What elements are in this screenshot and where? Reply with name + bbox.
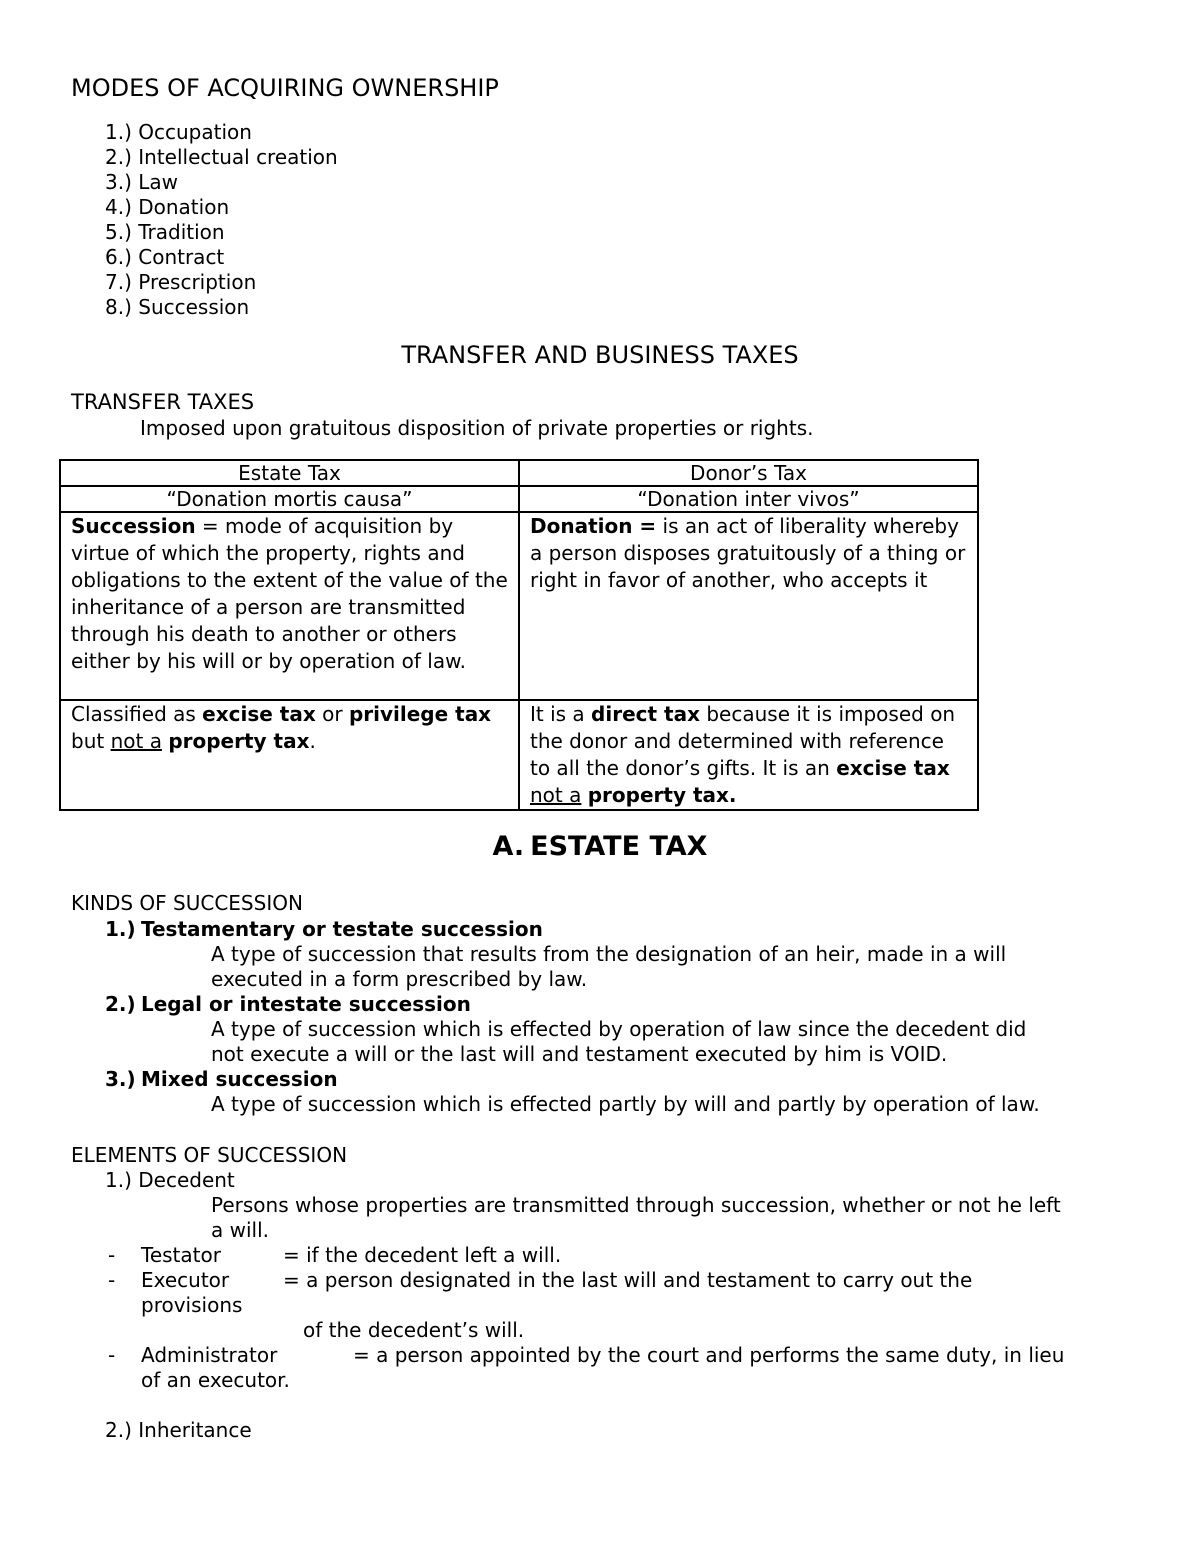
table-row (60, 460, 978, 486)
text-run: because it is imposed on the donor and determined with reference to all the donor’s gifts. It is an (530, 702, 956, 780)
bullet-dash: - (108, 1243, 116, 1267)
transfer-business-taxes-heading: TRANSFER AND BUSINESS TAXES (401, 341, 799, 369)
modes-item-5: 5.) Tradition (105, 220, 225, 244)
donors-tax-classification-cell (519, 700, 978, 810)
modes-heading: MODES OF ACQUIRING OWNERSHIP (71, 74, 499, 102)
kind-2-description-line-2: not execute a will or the last will and testament executed by him is VOID. (211, 1042, 948, 1066)
kind-1-title: Testamentary or testate succession (141, 917, 543, 941)
kind-1-description-line-2: executed in a form prescribed by law. (211, 967, 588, 991)
decedent-description-line-2: a will. (211, 1218, 269, 1242)
decedent-description-line-1: Persons whose properties are transmitted through succession, whether or not he left (211, 1193, 1061, 1217)
testator-definition: = if the decedent left a will. (283, 1243, 562, 1267)
donors-tax-header: Donor’s Tax (519, 460, 978, 486)
donation-term: Donation = (530, 514, 657, 538)
kind-3-title: Mixed succession (141, 1067, 338, 1091)
modes-item-7: 7.) Prescription (105, 270, 257, 294)
kind-2-description-line-1: A type of succession which is effected by operation of law since the decedent did (211, 1017, 1027, 1041)
donors-tax-subheader: “Donation inter vivos” (519, 486, 978, 512)
modes-item-8: 8.) Succession (105, 295, 250, 319)
kind-1-description-line-1: A type of succession that results from the designation of an heir, made in a will (211, 942, 1007, 966)
executor-definition-cont-1: provisions (141, 1293, 243, 1317)
administrator-definition: = a person appointed by the court and performs the same duty, in lieu (353, 1343, 1065, 1367)
text-run: Classified as (71, 702, 203, 726)
succession-term: Succession (71, 514, 196, 538)
transfer-taxes-description: Imposed upon gratuitous disposition of private properties or rights. (140, 416, 814, 440)
text-run: direct tax (591, 702, 700, 726)
administrator-term: Administrator (141, 1343, 278, 1367)
kind-3-number: 3.) (105, 1067, 136, 1091)
text-run: or (315, 702, 349, 726)
text-run: . (309, 729, 316, 753)
estate-tax-classification-cell (60, 700, 519, 810)
text-run: excise tax (836, 756, 950, 780)
text-run: not a (530, 783, 582, 807)
kind-2-number: 2.) (105, 992, 136, 1016)
donation-definition-cell (519, 512, 978, 700)
modes-item-4: 4.) Donation (105, 195, 230, 219)
bullet-dash: - (108, 1343, 116, 1367)
text-run: It is a (530, 702, 592, 726)
executor-definition-cont-2: of the decedent’s will. (303, 1318, 525, 1342)
element-decedent: 1.) Decedent (105, 1168, 235, 1192)
kind-3-description-line-1: A type of succession which is effected partly by will and partly by operation of law. (211, 1092, 1040, 1116)
estate-tax-heading (0, 830, 1200, 864)
estate-tax-title: ESTATE TAX (530, 831, 708, 862)
kind-2-title: Legal or intestate succession (141, 992, 471, 1016)
text-run: property tax. (587, 783, 737, 807)
elements-of-succession-heading: ELEMENTS OF SUCCESSION (71, 1143, 348, 1167)
table-row (60, 512, 978, 700)
bullet-dash: - (108, 1268, 116, 1292)
kinds-of-succession-heading: KINDS OF SUCCESSION (71, 891, 303, 915)
donation-definition: is an act of liberality whereby a person disposes gratuitously of a thing or right in favor of another, who accepts it (530, 514, 966, 592)
executor-term: Executor (141, 1268, 230, 1292)
testator-term: Testator (141, 1243, 221, 1267)
modes-item-3: 3.) Law (105, 170, 178, 194)
modes-item-2: 2.) Intellectual creation (105, 145, 338, 169)
text-run: privilege tax (348, 702, 492, 726)
modes-item-1: 1.) Occupation (105, 120, 252, 144)
estate-tax-header: Estate Tax (60, 460, 519, 486)
text-run: but (71, 729, 111, 753)
estate-tax-subheader: “Donation mortis causa” (60, 486, 519, 512)
transfer-taxes-heading: TRANSFER TAXES (71, 390, 255, 414)
administrator-definition-cont: of an executor. (141, 1368, 290, 1392)
text-run: excise tax (202, 702, 316, 726)
text-run: property tax (168, 729, 310, 753)
succession-definition: = mode of acquisition by virtue of which the property, rights and obligations to the extent of the value of the inheritance of a person are transmitted through his death to another or others either by his will or by operation of law. (71, 514, 508, 673)
estate-tax-number: A. (492, 831, 525, 862)
table-row (60, 700, 978, 810)
modes-item-6: 6.) Contract (105, 245, 225, 269)
table-row (60, 486, 978, 512)
kind-1-number: 1.) (105, 917, 136, 941)
succession-definition-cell (60, 512, 519, 700)
text-run: not a (110, 729, 162, 753)
executor-definition: = a person designated in the last will and testament to carry out the (283, 1268, 973, 1292)
tax-comparison-table (59, 459, 979, 811)
element-inheritance: 2.) Inheritance (105, 1418, 252, 1442)
